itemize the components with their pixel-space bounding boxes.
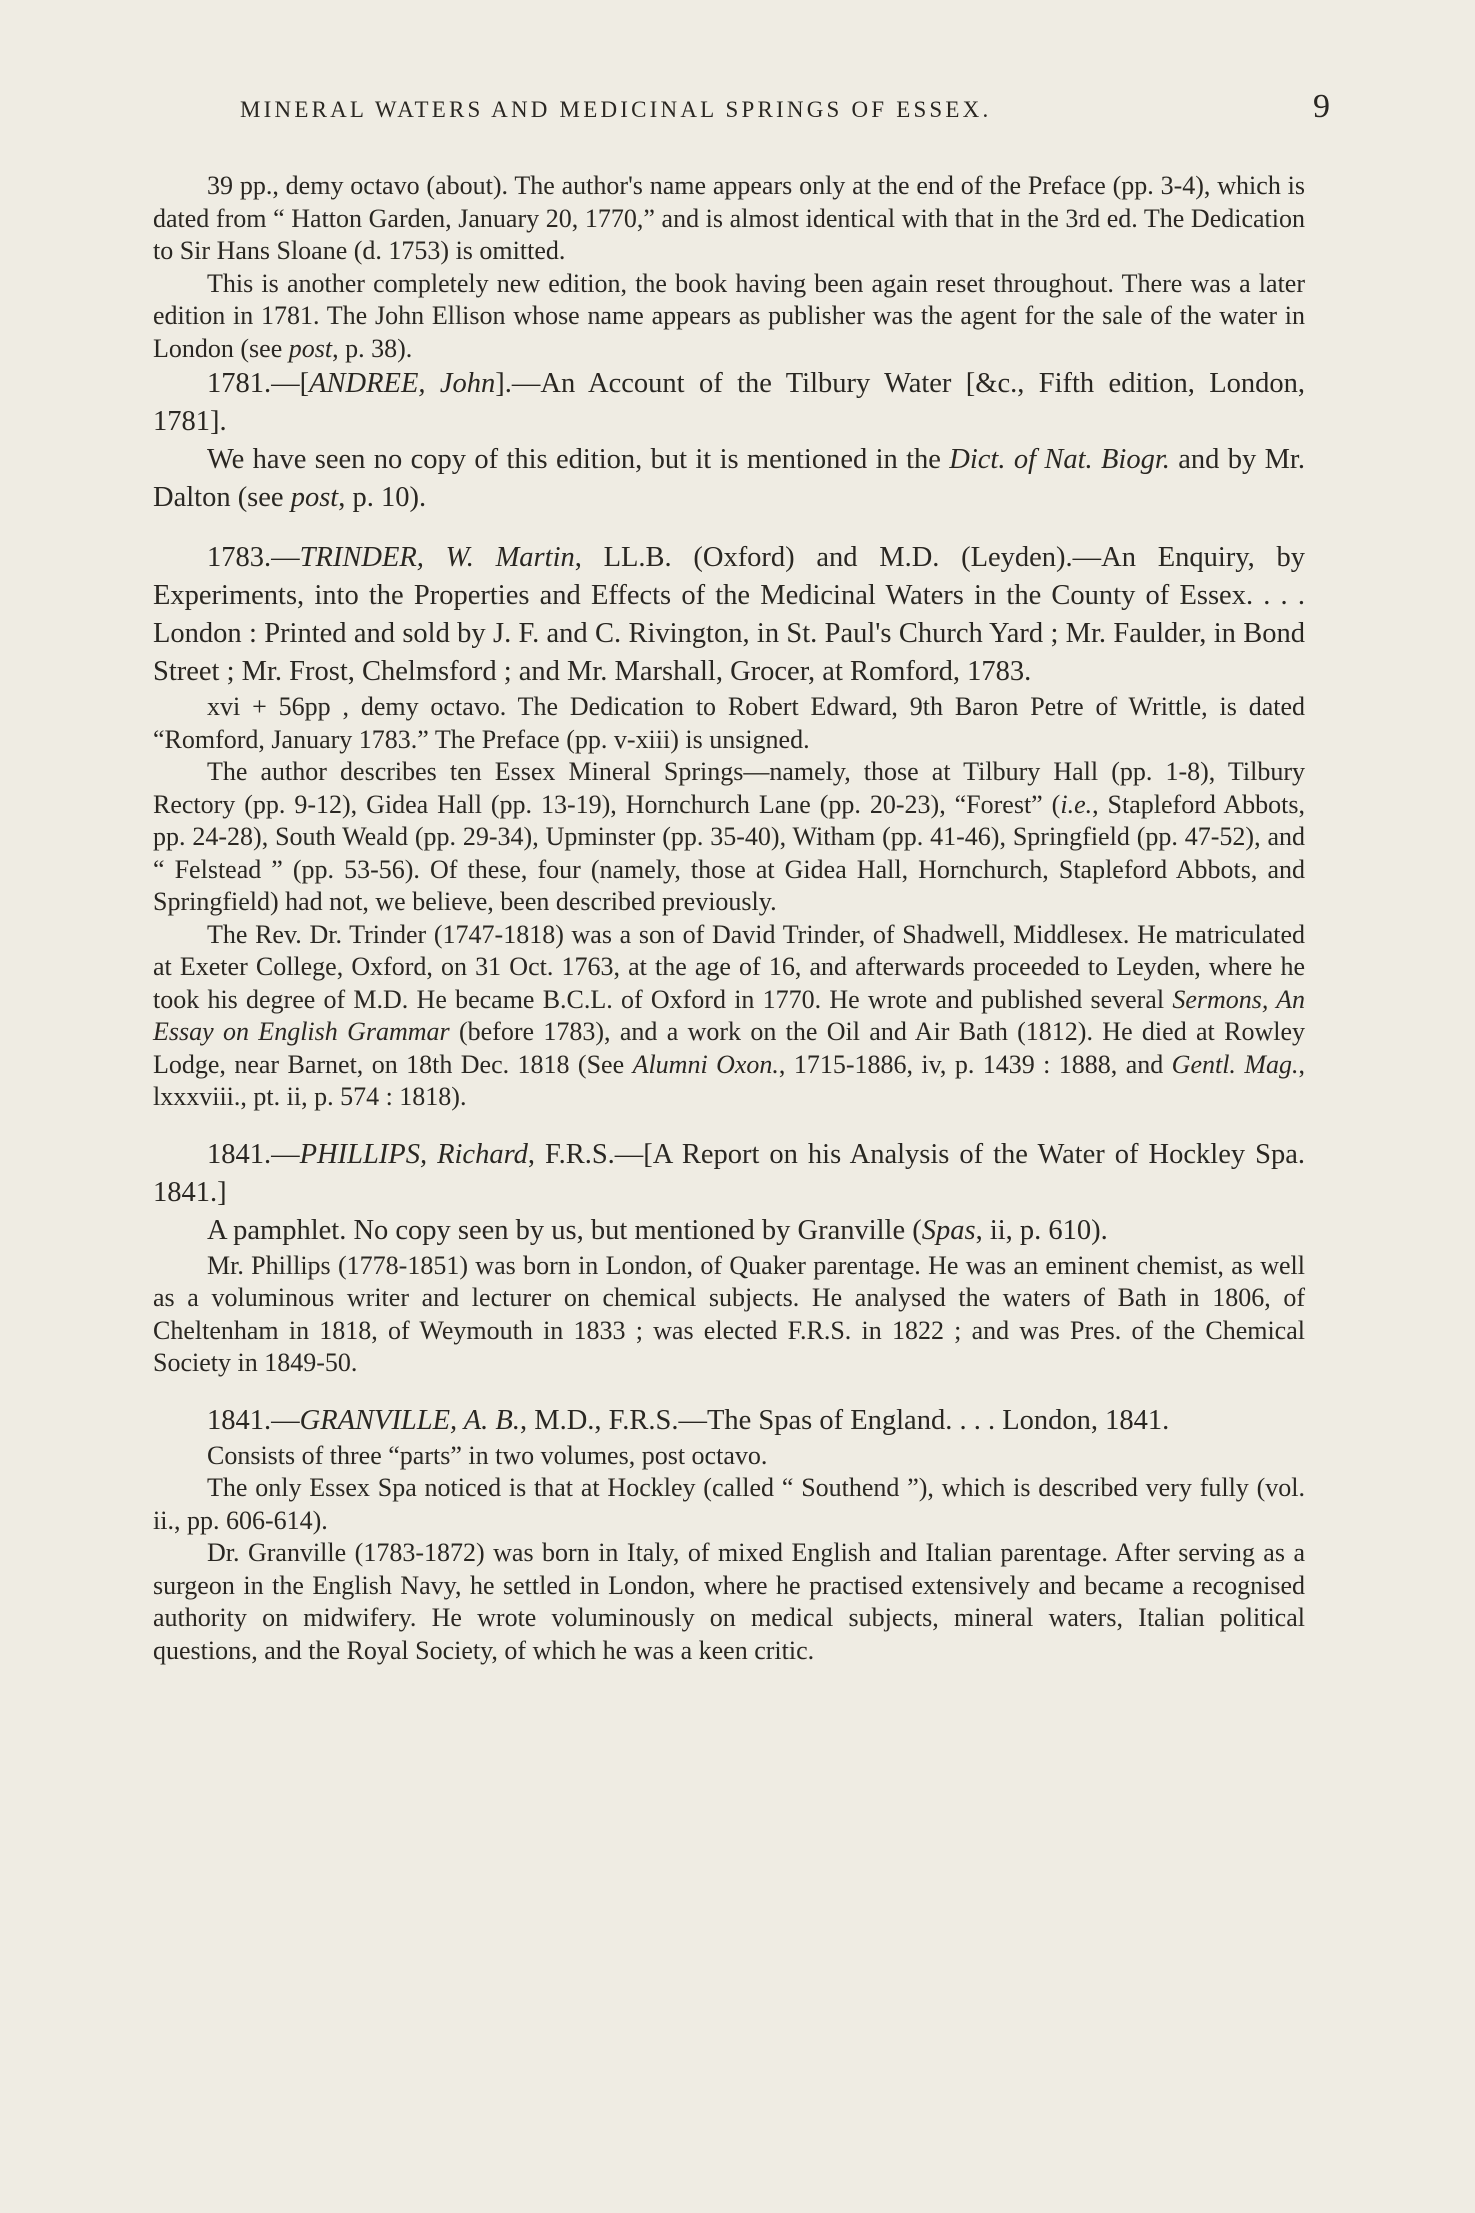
text-run: , ii, p. 610). xyxy=(975,1214,1108,1246)
paragraph xyxy=(153,170,1305,268)
italic-text: Dict. of Nat. Biogr. xyxy=(949,444,1170,475)
paragraph xyxy=(153,539,1305,691)
italic-text: TRINDER, W. Martin xyxy=(299,542,575,573)
italic-text: Gentl. Mag. xyxy=(1171,1049,1299,1079)
paragraph xyxy=(153,691,1305,756)
paragraph xyxy=(153,441,1305,517)
text-run: Dr. Granville (1783-1872) was born in Italy, of mixed English and Italian parentage. After serving as a surgeon in the English Navy, he settled in London, where he practised extensively and became a recognised authority on midwifery. He wrote voluminously on medical subjects, mineral waters, Italian political questions, and the Royal Society, of which he was a keen critic. xyxy=(153,1538,1305,1665)
running-header xyxy=(240,88,1330,128)
text-run: and by Mr. Dalton (see xyxy=(153,444,1305,513)
text-run: The Rev. Dr. Trinder (1747-1818) was a son of David Trinder, of Shadwell, Middlesex. He matriculated at Exeter College, Oxford, on 31 Oct. 1763, at the age of 16, and afterwards proceeded to Leyden, where he took his degree of M.D. He became B.C.L. of Oxford in 1770. He wrote and published several xyxy=(153,919,1305,1014)
text-run: , lxxxviii., pt. ii, p. 574 : 1818). xyxy=(153,1049,1306,1111)
text-run: , M.D., F.R.S.—The Spas of England. . . . London, 1841. xyxy=(519,1404,1170,1436)
italic-text: ANDREE, John xyxy=(309,368,496,399)
running-title: MINERAL WATERS AND MEDICINAL SPRINGS OF ESSEX. xyxy=(240,97,992,122)
text-run: , 1715-1886, iv, p. 1439 : 1888, and xyxy=(778,1049,1172,1079)
text-run: The author describes ten Essex Mineral Springs—namely, those at Tilbury Hall (pp. 1-8), Tilbury Rectory (pp. 9-12), Gidea Hall (pp. 13-19), Hornchurch Lane (pp. 20-23), “Forest” ( xyxy=(153,757,1305,819)
page-body xyxy=(153,170,1305,1667)
paragraph xyxy=(153,756,1305,919)
text-run: This is another completely new edition, the book having been again reset throughout. There was a later edition in 1781. The John Ellison whose name appears as publisher was the agent for the sale of the water in London (see xyxy=(153,268,1305,363)
italic-text: GRANVILLE, A. B. xyxy=(299,1404,520,1436)
paragraph xyxy=(153,1136,1305,1212)
paragraph xyxy=(153,919,1305,1114)
paragraph xyxy=(153,1212,1305,1250)
paragraph xyxy=(153,1537,1305,1667)
text-run: 1781.—[ xyxy=(207,368,310,399)
paragraph xyxy=(153,1472,1305,1537)
italic-text: Alumni Oxon. xyxy=(632,1049,779,1079)
text-run: We have seen no copy of this edition, but it is mentioned in the xyxy=(207,444,950,475)
italic-text: PHILLIPS, Richard xyxy=(299,1138,528,1170)
paragraph xyxy=(153,1402,1305,1440)
text-run: 1841.— xyxy=(207,1404,300,1436)
text-run: , Stapleford Abbots, pp. 24-28), South Weald (pp. 29-34), Upminster (pp. 35-40), Witham (pp. 41-46), Springfield (pp. 47-52), and “ Felstead ” (pp. 53-56). Of these, four (namely, those at Gidea Hall, Hornchurch, Stapleford Abbots, and Springfield) had not, we believe, been described previously. xyxy=(153,789,1305,916)
text-run: A pamphlet. No copy seen by us, but mentioned by Granville ( xyxy=(207,1214,922,1246)
text-run: , F.R.S.—[A Report on his Analysis of the Water of Hockley Spa. 1841.] xyxy=(153,1138,1305,1208)
text-run: , p. 10). xyxy=(338,482,427,513)
paragraph xyxy=(153,268,1305,366)
text-run: , p. 38). xyxy=(332,333,413,363)
paragraph xyxy=(153,365,1305,441)
page-number: 9 xyxy=(1313,88,1330,125)
text-run: Consists of three “parts” in two volumes, post octavo. xyxy=(207,1440,768,1470)
italic-text: Spas xyxy=(921,1214,976,1246)
text-run: 1783.— xyxy=(207,542,300,573)
paragraph xyxy=(153,1250,1305,1380)
text-run: (before 1783), and a work on the Oil and Air Bath (1812). He died at Rowley Lodge, near Barnet, on 18th Dec. 1818 (See xyxy=(153,1017,1305,1079)
text-run: Mr. Phillips (1778-1851) was born in London, of Quaker parentage. He was an eminent chemist, as well as a voluminous writer and lecturer on chemical subjects. He analysed the waters of Bath in 1806, of Cheltenham in 1818, of Weymouth in 1833 ; was elected F.R.S. in 1822 ; and was Pres. of the Chemical Society in 1849-50. xyxy=(153,1250,1305,1377)
text-run: ].—An Account of the Tilbury Water [&c., Fifth edition, London, 1781]. xyxy=(153,368,1305,437)
italic-text: i.e. xyxy=(1060,789,1093,819)
paragraph xyxy=(153,1440,1305,1473)
italic-text: post xyxy=(288,333,333,363)
text-run: xvi + 56pp , demy octavo. The Dedication to Robert Edward, 9th Baron Petre of Writtle, is dated “Romford, January 1783.” The Preface (pp. v-xiii) is unsigned. xyxy=(153,692,1305,754)
text-run: , LL.B. (Oxford) and M.D. (Leyden).—An Enquiry, by Experiments, into the Properties and Effects of the Medicinal Waters in the County of Essex. . . . London : Printed and sold by J. F. and C. Rivington, in St. Paul's Church Yard ; Mr. Faulder, in Bond Street ; Mr. Frost, Chelmsford ; and Mr. Marshall, Grocer, at Romford, 1783. xyxy=(153,542,1306,687)
italic-text: Sermons, An Essay on English Grammar xyxy=(153,984,1306,1046)
italic-text: post xyxy=(290,482,339,513)
text-run: The only Essex Spa noticed is that at Hockley (called “ Southend ”), which is described very fully (vol. ii., pp. 606-614). xyxy=(153,1473,1305,1535)
text-run: 1841.— xyxy=(207,1138,300,1170)
text-run: 39 pp., demy octavo (about). The author's name appears only at the end of the Preface (pp. 3-4), which is dated from “ Hatton Garden, January 20, 1770,” and is almost identical with that in the 3rd ed. The Dedication to Sir Hans Sloane (d. 1753) is omitted. xyxy=(153,171,1305,265)
